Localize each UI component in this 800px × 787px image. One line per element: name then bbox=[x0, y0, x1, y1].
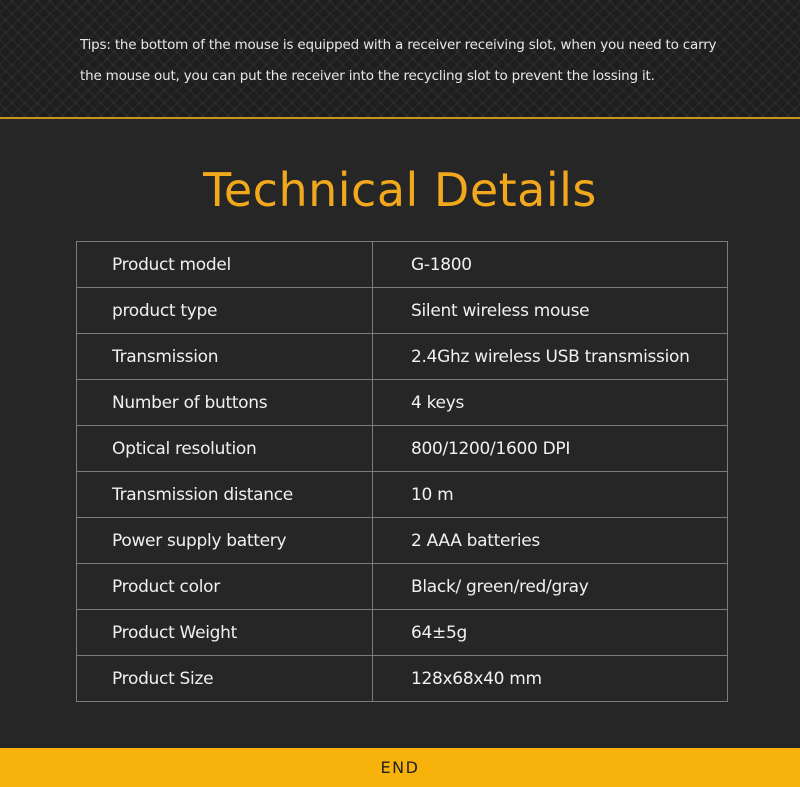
table-row bbox=[77, 518, 728, 564]
spec-label: Transmission distance bbox=[77, 472, 373, 518]
spec-value: 800/1200/1600 DPI bbox=[373, 426, 728, 472]
table-row bbox=[77, 288, 728, 334]
spec-label: Product Size bbox=[77, 656, 373, 702]
spec-label: Optical resolution bbox=[77, 426, 373, 472]
table-row bbox=[77, 472, 728, 518]
spec-value: 2.4Ghz wireless USB transmission bbox=[373, 334, 728, 380]
table-row bbox=[77, 656, 728, 702]
end-bar bbox=[0, 748, 800, 787]
spec-label: Power supply battery bbox=[77, 518, 373, 564]
spec-value: Black/ green/red/gray bbox=[373, 564, 728, 610]
end-label: END bbox=[380, 758, 420, 777]
spec-label: Number of buttons bbox=[77, 380, 373, 426]
spec-label: Product color bbox=[77, 564, 373, 610]
table-row bbox=[77, 564, 728, 610]
spec-label: Transmission bbox=[77, 334, 373, 380]
spec-value: 10 m bbox=[373, 472, 728, 518]
table-row bbox=[77, 610, 728, 656]
spec-label: product type bbox=[77, 288, 373, 334]
table-row bbox=[77, 426, 728, 472]
tips-text: Tips: the bottom of the mouse is equipped with a receiver receiving slot, when you need to carry the mouse out, you can put the receiver into the recycling slot to prevent the lossing it. bbox=[80, 37, 717, 84]
spec-value: 4 keys bbox=[373, 380, 728, 426]
table-row bbox=[77, 334, 728, 380]
spec-value: 128x68x40 mm bbox=[373, 656, 728, 702]
spec-value: Silent wireless mouse bbox=[373, 288, 728, 334]
specs-table bbox=[76, 241, 728, 702]
table-row bbox=[77, 242, 728, 288]
spec-label: Product model bbox=[77, 242, 373, 288]
section-title: Technical Details bbox=[203, 163, 597, 217]
spec-value: 64±5g bbox=[373, 610, 728, 656]
table-row bbox=[77, 380, 728, 426]
spec-value: G-1800 bbox=[373, 242, 728, 288]
spec-label: Product Weight bbox=[77, 610, 373, 656]
spec-value: 2 AAA batteries bbox=[373, 518, 728, 564]
